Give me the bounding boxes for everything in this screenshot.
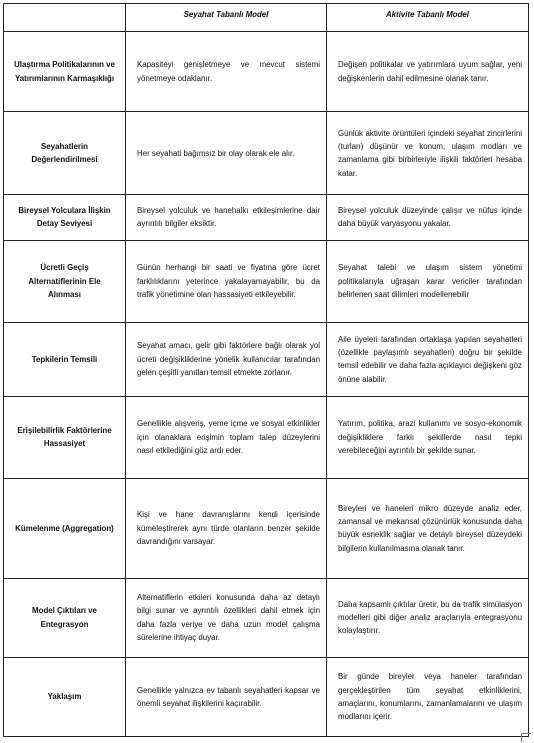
table-row [4, 478, 529, 578]
header-activity-based-model: Aktivite Tabanlı Model [327, 4, 529, 32]
row-criterion: Yaklaşım [4, 657, 126, 736]
table-row [4, 657, 529, 736]
page-corner-mark [521, 733, 531, 743]
table-row [4, 578, 529, 657]
activity-based-cell: Yatırım, politika, arazi kullanımı ve sosyo-ekonomik değişikliklere farklı şekillerde nasıl tepki verebileceğini ayrıntılı bir şekilde sunar. [327, 396, 529, 478]
trip-based-cell: Genellikle alışveriş, yeme içme ve sosyal etkinlikler için olanaklara erişimin toplam talep düzeylerini nasıl etkilediğini göz ardı eder. [126, 396, 327, 478]
header-criterion [4, 4, 126, 32]
activity-based-cell: Değişen politikalar ve yatırımlara uyum sağlar, yeni değişkenlerin dahil edilmesine olanak tanır. [327, 32, 529, 112]
header-row [4, 4, 529, 32]
activity-based-cell: Seyahat talebi ve ulaşım sistem yönetimi politikalarıyla uğraşan karar vericiler tarafından belirlenen saat dilimleri modellenebilir [327, 240, 529, 322]
activity-based-cell: Bireysel yolculuk düzeyinde çalışır ve nüfus içinde daha büyük varyasyonu yakalar. [327, 195, 529, 240]
trip-based-cell: Günün herhangi bir saati ve fiyatına göre ücret farklılıklarını yeterince yakalayamayabilir, bu da trafik yönetimine olan hassasiyeti etkileyebilir. [126, 240, 327, 322]
row-criterion: Ücretli Geçiş Alternatiflerinin Ele Alınması [4, 240, 126, 322]
header-trip-based-model: Seyahat Tabanlı Model [126, 4, 327, 32]
trip-based-cell: Bireysel yolculuk ve hanehalkı etkileşimlerine dair ayrıntılı bilgiler eksiktir. [126, 195, 327, 240]
row-criterion: Seyahatlerin Değerlendirilmesi [4, 112, 126, 195]
row-criterion: Kümelenme (Aggregation) [4, 478, 126, 578]
row-criterion: Erişilebilirlik Faktörlerine Hassasiyet [4, 396, 126, 478]
table-row [4, 32, 529, 112]
table-row [4, 195, 529, 240]
table-row [4, 396, 529, 478]
activity-based-cell: Aile üyeleri tarafından ortaklaşa yapılan seyahatleri (özellikle paylaşımlı seyahatleri) doğru bir şekilde temsil edebilir ve daha fazla açıklayıcı değişkeni göz önüne alabilir. [327, 322, 529, 396]
activity-based-cell: Daha kapsamlı çıktılar üretir, bu da trafik simülasyon modelleri gibi diğer analiz araçlarıyla entegrasyonu kolaylaştırır. [327, 578, 529, 657]
table-row [4, 240, 529, 322]
table-row [4, 322, 529, 396]
table-row [4, 112, 529, 195]
trip-based-cell: Kişi ve hane davranışlarını kendi içerisinde kümeleştirerek aynı türde olanların benzer şekilde davrandığını varsayar. [126, 478, 327, 578]
row-criterion: Model Çıktıları ve Entegrasyon [4, 578, 126, 657]
trip-based-cell: Genellikle yalnızca ev tabanlı seyahatleri kapsar ve önemli seyahat ilişkilerini kaçırabilir. [126, 657, 327, 736]
activity-based-cell: Bir günde bireyler veya haneler tarafından gerçekleştirilen tüm seyahat etkinliklerini, amaçlarını, konumlarını, zamanlamalarını ve ulaşım modlarını içerir. [327, 657, 529, 736]
row-criterion: Bireysel Yolculara İlişkin Detay Seviyesi [4, 195, 126, 240]
trip-based-cell: Alternatiflerin etkileri konusunda daha az detaylı bilgi sunar ve ayrıntılı özellikleri dahil etmek için daha fazla veriye ve daha uzun model çalışma sürelerine ihtiyaç duyar. [126, 578, 327, 657]
trip-based-cell: Seyahat amacı, gelir gibi faktörlere bağlı olarak yol ücreti değişikliklerine yönelik kullanıcılar tarafından gelen çeşitli yanıtları temsil etmekte zorlanır. [126, 322, 327, 396]
activity-based-cell: Günlük aktivite örüntüleri içindeki seyahat zincirlerini (turları) düşünür ve konum, ulaşım modları ve zamanlama gibi birbirleriyle ilişkili faktörleri hesaba katar. [327, 112, 529, 195]
trip-based-cell: Her seyahati bağımsız bir olay olarak ele alır. [126, 112, 327, 195]
trip-based-cell: Kapasiteyi genişletmeye ve mevcut sistemi yönetmeye odaklanır. [126, 32, 327, 112]
comparison-table [3, 3, 529, 737]
row-criterion: Tepkilerin Temsili [4, 322, 126, 396]
row-criterion: Ulaştırma Politikalarının ve Yatırımlarının Karmaşıklığı [4, 32, 126, 112]
activity-based-cell: Bireyleri ve haneleri mikro düzeyde analiz eder, zamansal ve mekansal çözünürlük konusunda daha büyük esneklik sağlar ve detaylı bireysel düzeydeki bilgilerin kullanılmasına olanak tanır. [327, 478, 529, 578]
